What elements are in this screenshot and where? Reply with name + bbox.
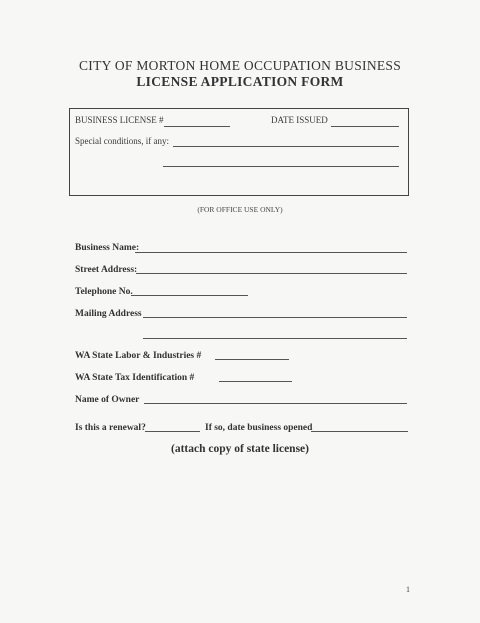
mailing-address-field-line2[interactable] [143,338,407,339]
form-title-line2: LICENSE APPLICATION FORM [136,74,344,89]
wa-labor-field[interactable] [215,359,289,360]
date-opened-label: If so, date business opened [205,423,313,433]
owner-name-label: Name of Owner [75,395,140,405]
street-address-label: Street Address: [75,265,138,275]
renewal-label: Is this a renewal? [75,423,146,433]
mailing-address-field[interactable] [143,317,407,318]
date-opened-field[interactable] [311,431,408,432]
special-conditions-field[interactable] [173,146,399,147]
business-license-field[interactable] [164,126,230,127]
street-address-field[interactable] [136,273,407,274]
office-use-note: (FOR OFFICE USE ONLY) [197,205,283,214]
wa-tax-field[interactable] [219,381,292,382]
date-issued-label: DATE ISSUED [271,115,328,125]
attach-license-note: (attach copy of state license) [171,443,309,455]
date-issued-field[interactable] [331,126,399,127]
business-license-label: BUSINESS LICENSE # [75,115,164,125]
business-name-label: Business Name: [75,243,140,253]
telephone-field[interactable] [131,295,248,296]
special-conditions-field-line2[interactable] [163,166,399,167]
special-conditions-label: Special conditions, if any: [75,136,169,146]
wa-labor-label: WA State Labor & Industries # [75,351,202,361]
mailing-address-label: Mailing Address [75,309,142,319]
wa-tax-label: WA State Tax Identification # [75,373,195,383]
page-number: 1 [406,585,410,594]
owner-name-field[interactable] [144,403,407,404]
business-name-field[interactable] [135,252,407,253]
renewal-field[interactable] [145,431,200,432]
form-title-line1: CITY OF MORTON HOME OCCUPATION BUSINESS [78,58,402,73]
telephone-label: Telephone No. [75,287,133,297]
